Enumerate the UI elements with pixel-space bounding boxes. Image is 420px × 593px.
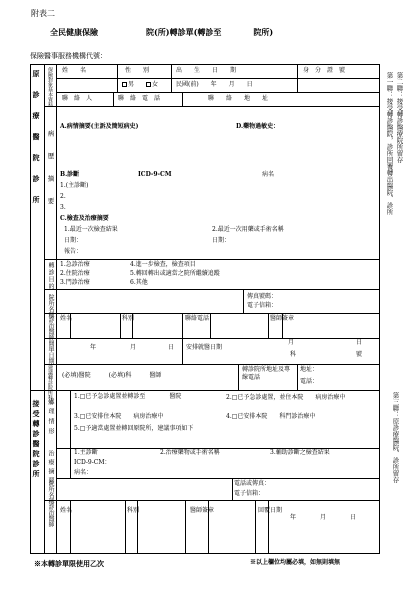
treatment-opt1[interactable]: 1.□已予急診處置並轉診至 醫院	[74, 393, 182, 400]
summary-disease: 病名：	[74, 469, 93, 476]
gender-option-label: 女	[152, 81, 159, 88]
summary-2: 2.治療藥物或手術名稱	[160, 449, 220, 456]
reply-month: 月	[320, 514, 327, 521]
receiver-doctor-label: 診治醫師	[47, 503, 54, 527]
purpose-option-3[interactable]: 3.門診治療	[60, 279, 90, 286]
referral-purpose-label: 轉診目的	[47, 262, 54, 290]
contact-person-label: 聯 絡 人	[62, 95, 93, 102]
history-surgery: 2.最近一次用藥或手術名稱	[212, 226, 284, 233]
treatment-opt4[interactable]: 4.□已安排本院 科門診治療中	[226, 413, 316, 420]
attending-doctor-label: 診治醫師	[47, 316, 54, 340]
history-subjective: A.病情摘要(主訴及簡短病史)	[60, 123, 139, 130]
summary-icd: ICD-9-CM：	[74, 459, 111, 466]
origin-name-label: 姓名	[60, 315, 73, 322]
appt-month: 月	[288, 339, 295, 346]
history-item-3: 3.	[60, 204, 66, 211]
origin-sign-label: 醫師簽章	[270, 315, 295, 322]
receiver-clinic-name-label: 院所名稱	[47, 480, 54, 504]
contact-phone-label: 聯 絡 電 話	[118, 95, 161, 102]
medical-history-label: 病歷摘要	[46, 130, 55, 220]
purpose-option-5[interactable]: 5.轉回轉出或適當之院所繼續追蹤	[130, 270, 220, 277]
appt-day: 日	[356, 339, 363, 346]
transfer-addr: 地址：	[300, 366, 319, 373]
reply-day: 日	[350, 514, 357, 521]
history-diagnosis: B.診斷	[60, 171, 80, 178]
transfer-address-label: 轉診院所地址及專線電話	[242, 366, 291, 381]
purpose-option-4[interactable]: 4.進一步檢查，檢查項目	[130, 261, 196, 268]
history-icd: ICD-9-CM	[138, 171, 172, 178]
receiver-dept-label: 科別	[127, 507, 140, 514]
header-name: 姓 名	[62, 67, 87, 74]
open-day: 日	[168, 344, 175, 351]
transfer-tel: 電話：	[300, 378, 319, 385]
purpose-option-6[interactable]: 6.其他	[130, 279, 148, 286]
history-allergy: D.藥物過敏史：	[236, 123, 280, 130]
side-label-copy1: 第一聯：接受轉診醫院，診所回覆轉出醫院、診所	[385, 72, 394, 215]
purpose-option-2[interactable]: 2.住院治療	[60, 270, 90, 277]
suggested-hospital-label: 建議轉診院所科別	[47, 365, 53, 405]
footer-right-note: ※以上欄位均屬必填，如無則填無	[250, 559, 341, 566]
gender-female-option[interactable]	[146, 82, 158, 88]
checkbox-icon	[146, 82, 151, 87]
receiver-reply-date: 回覆日期	[258, 507, 283, 514]
header-id: 身 分 證 號	[303, 67, 346, 74]
appt-dept: 科	[290, 351, 297, 358]
history-exam: C.檢查及治療摘要	[60, 215, 109, 222]
history-item-1: 1.(主診斷)	[60, 182, 89, 189]
suggest-text: (必填)醫院 (必填)科 醫師	[62, 372, 162, 379]
receiver-fax-label: 電話或傳真：	[234, 480, 271, 487]
appendix-label: 附表二	[31, 9, 55, 18]
appt-number: 號	[356, 351, 363, 358]
origin-email-label: 電子信箱：	[247, 302, 278, 309]
purpose-option-1[interactable]: 1.急診治療	[60, 261, 90, 268]
date-opened-label: 開單日期	[47, 340, 54, 364]
birth-format: 民國(前) 年 月 日	[176, 81, 253, 88]
appointment-label: 安排就醫日期	[186, 344, 223, 351]
history-report: 報告：	[64, 248, 83, 255]
summary-1: 1.主診斷	[74, 449, 98, 456]
side-label-copy2: 第二聯：接受轉診醫療院所留存	[395, 72, 404, 163]
origin-dept-label: 科別	[122, 315, 135, 322]
receiver-name-label: 姓名	[60, 507, 73, 514]
treatment-label: 處理情形	[47, 398, 54, 438]
receiver-email-label: 電子信箱：	[234, 490, 265, 497]
treatment-opt3[interactable]: 3.□已安排住本院 病房治療中	[74, 413, 164, 420]
form-frame	[30, 64, 380, 554]
treatment-opt5[interactable]: 5.□予適當處置並轉回原院所，建議事項如下	[74, 425, 194, 432]
history-item-2: 2.	[60, 193, 66, 200]
header-gender: 性 別	[125, 67, 150, 74]
summary-3: 3.輔助診斷之檢查結果	[270, 449, 330, 456]
insured-data-label: 保險對象基本資料	[47, 67, 53, 107]
footer-left-note: ※本轉診單限使用乙次	[34, 559, 104, 568]
header-birth: 出 生 日 期	[176, 67, 237, 74]
open-year: 年	[90, 344, 97, 351]
history-date-2: 日期：	[212, 237, 231, 244]
treatment-summary-label: 治療摘要	[47, 450, 54, 486]
origin-phone-label: 聯絡電話	[185, 315, 210, 322]
gender-male-option[interactable]	[122, 82, 134, 88]
reply-year: 年	[290, 514, 297, 521]
form-title: 全民健康保險 院(所)轉診單(轉診至 院所)	[50, 27, 274, 37]
section-origin: 原診療醫院診所	[32, 70, 41, 217]
section-receiver: 接受轉診醫院診所	[32, 400, 41, 480]
contact-address-label: 聯 絡 地 址	[208, 95, 269, 102]
side-label-copy3: 第三聯：原診療醫院、診所留存	[391, 392, 400, 483]
history-exam-result: 1.最近一次檢查結果	[64, 226, 118, 233]
history-date-1: 日期：	[64, 237, 83, 244]
origin-fax-label: 傳真號碼：	[247, 293, 278, 300]
history-disease-name: 病名	[262, 171, 275, 178]
receiver-sign-label: 醫師簽章	[190, 507, 215, 514]
clinic-name-label: 院所名稱	[47, 294, 54, 318]
open-month: 月	[130, 344, 137, 351]
provider-code-label: 保險醫事服務機構代號：	[30, 52, 107, 60]
gender-option-label: 男	[128, 81, 135, 88]
checkbox-icon	[122, 82, 127, 87]
treatment-opt2[interactable]: 2.□已予急診處置，並住本院 病房治療中	[226, 394, 346, 401]
